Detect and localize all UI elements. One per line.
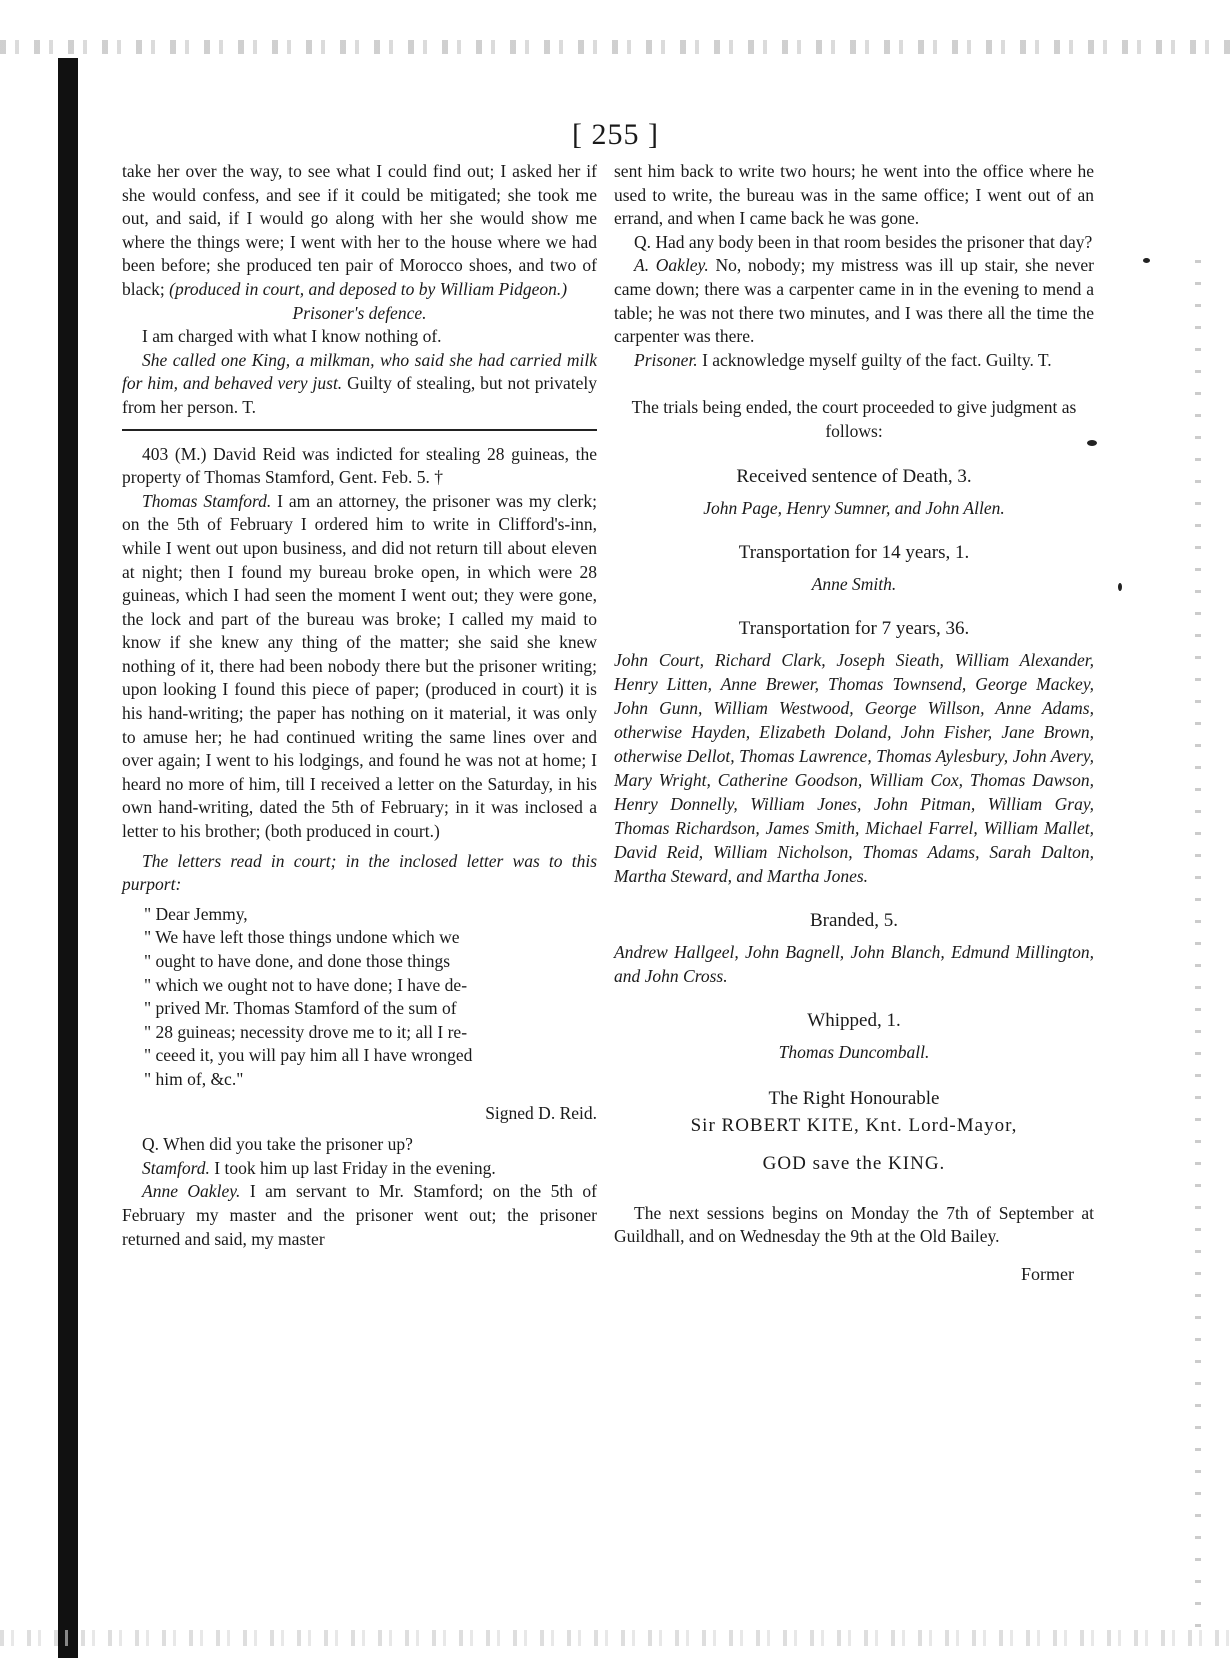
left-column xyxy=(122,160,597,1251)
page-number: [ 255 ] xyxy=(572,118,659,151)
transportation-7-names: John Court, Richard Clark, Joseph Sieath, William Alexander, Henry Litten, Anne Brewer, Thomas Townsend, George Mackey, John Gunn, William Westwood, George Willson, Anne Adams, otherwise Hayden, Elizabeth Doland, John Fisher, Jane Brown, otherwise Dellot, Thomas Lawrence, Thomas Aylesbury, John Avery, Mary Wright, Catherine Goodson, William Cox, Thomas Dawson, Henry Donnelly, William Jones, John Pitman, William Gray, Thomas Richardson, James Smith, Michael Farrel, William Mallet, David Reid, William Nicholson, Thomas Adams, Sarah Dalton, Martha Steward, and Martha Jones. xyxy=(614,649,1094,886)
defence-heading: Prisoner's defence. xyxy=(292,302,427,323)
ink-speck xyxy=(1118,583,1122,591)
scan-noise-bottom xyxy=(0,1630,1231,1646)
verdict-paragraph: She called one King, a milkman, who said she had carried milk for him, and behaved very just. Guilty of stealing, but not privately from her person. T. xyxy=(122,349,598,417)
answer-stamford: Stamford. I took him up last Friday in the evening. xyxy=(142,1157,496,1178)
transportation-14-names: Anne Smith. xyxy=(811,573,897,594)
catchword: Former xyxy=(1021,1263,1074,1284)
branded-names: Andrew Hallgeel, John Bagnell, John Blanch, Edmund Millington, and John Cross. xyxy=(614,941,1094,986)
scan-noise-top xyxy=(0,40,1231,54)
trial-divider xyxy=(122,429,597,431)
transportation-14-heading: Transportation for 14 years, 1. xyxy=(738,541,970,563)
indictment-paragraph: 403 (M.) David Reid was indicted for stealing 28 guineas, the property of Thomas Stamford, Gent. Feb. 5. † xyxy=(122,443,597,488)
letter-line: " Dear Jemmy, xyxy=(144,903,248,924)
death-heading: Received sentence of Death, 3. xyxy=(736,465,972,487)
death-names: John Page, Henry Sumner, and John Allen. xyxy=(703,497,1005,518)
right-column xyxy=(614,160,1094,1286)
ink-speck xyxy=(1143,258,1150,263)
letter-line: " ought to have done, and done those things xyxy=(144,951,451,971)
answer-oakley: A. Oakley. No, nobody; my mistress was ill up stair, she never came down; there was a carpenter came in in the evening to mend a table; he was not there two minutes, and I was there all the time the carpenter was there. xyxy=(614,255,1095,347)
defence-text: I am charged with what I know nothing of. xyxy=(142,326,442,347)
lord-mayor-line: Sir ROBERT KITE, Knt. Lord-Mayor, xyxy=(690,1114,1018,1136)
letter-intro: The letters read in court; in the inclosed letter was to this purport: xyxy=(122,850,597,895)
letter-line: " which we ought not to have done; I have de- xyxy=(144,974,468,995)
question-paragraph: Q. Had any body been in that room besides the prisoner that day? xyxy=(634,231,1093,252)
letter-line: " prived Mr. Thomas Stamford of the sum of xyxy=(144,998,457,1019)
question-paragraph: Q. When did you take the prisoner up? xyxy=(142,1134,413,1155)
scan-noise-right xyxy=(1195,260,1201,1630)
judgment-intro: The trials being ended, the court proceeded to give judgment as follows: xyxy=(631,397,1077,441)
letter-signature: Signed D. Reid. xyxy=(485,1102,597,1123)
testimony-oakley: Anne Oakley. I am servant to Mr. Stamford; on the 5th of February my master and the prisoner went out; the prisoner returned and said, my master xyxy=(122,1181,598,1249)
testimony-continued: sent him back to write two hours; he went into the office where he used to write, the bureau was in the same office; I went out of an errand, and when I came back he was gone. xyxy=(614,161,1094,229)
letter-line: " We have left those things undone which we xyxy=(144,927,460,948)
prisoner-plea: Prisoner. I acknowledge myself guilty of the fact. Guilty. T. xyxy=(634,349,1052,370)
next-sessions-notice: The next sessions begins on Monday the 7th of September at Guildhall, and on Wednesday the 9th at the Old Bailey. xyxy=(614,1202,1094,1247)
honourable-line: The Right Honourable xyxy=(768,1087,940,1109)
transportation-7-heading: Transportation for 7 years, 36. xyxy=(738,617,970,639)
branded-heading: Branded, 5. xyxy=(809,909,899,931)
letter-line: " ceeed it, you will pay him all I have wronged xyxy=(144,1045,473,1066)
whipped-names: Thomas Duncomball. xyxy=(778,1041,930,1062)
letter-line: " him of, &c." xyxy=(144,1068,244,1089)
letter-line: " 28 guineas; necessity drove me to it; all I re- xyxy=(144,1021,468,1042)
binding-shadow xyxy=(58,58,78,1658)
quoted-letter xyxy=(122,903,597,1092)
testimony-stamford: Thomas Stamford. I am an attorney, the prisoner was my clerk; on the 5th of February I ordered him to write in Clifford's-inn, while I went out upon business, and did not return till about eleven at night; then I found my bureau broke open, in which were 28 guineas, which I had seen the moment I went out; they were gone, the lock and part of the bureau was broke; I called my maid to know if she knew any thing of the matter; she said she knew nothing of it, there had been nobody there but the prisoner writing; upon looking I found this piece of paper; (produced in court) it is his hand-writing; the paper has nothing on it material, it was only to amuse her; he had continued writing the same lines over and over again; I went to his lodgings, and found he was not at home; I heard no more of him, till I received a letter on the Saturday, in his own hand-writing, dated the 5th of February; in it was inclosed a letter to his brother; (both produced in court.) xyxy=(122,490,597,842)
whipped-heading: Whipped, 1. xyxy=(807,1009,901,1031)
god-save-line: GOD save the KING. xyxy=(762,1152,946,1174)
testimony-paragraph: take her over the way, to see what I could find out; I asked her if she would confess, and see if it could be mitigated; she took me out, and said, if I would go along with her she would show me where the things were; I went with her to the house where we had been before; she produced ten pair of Morocco shoes, and two of black; (produced in court, and deposed to by William Pidgeon.) xyxy=(122,161,597,299)
